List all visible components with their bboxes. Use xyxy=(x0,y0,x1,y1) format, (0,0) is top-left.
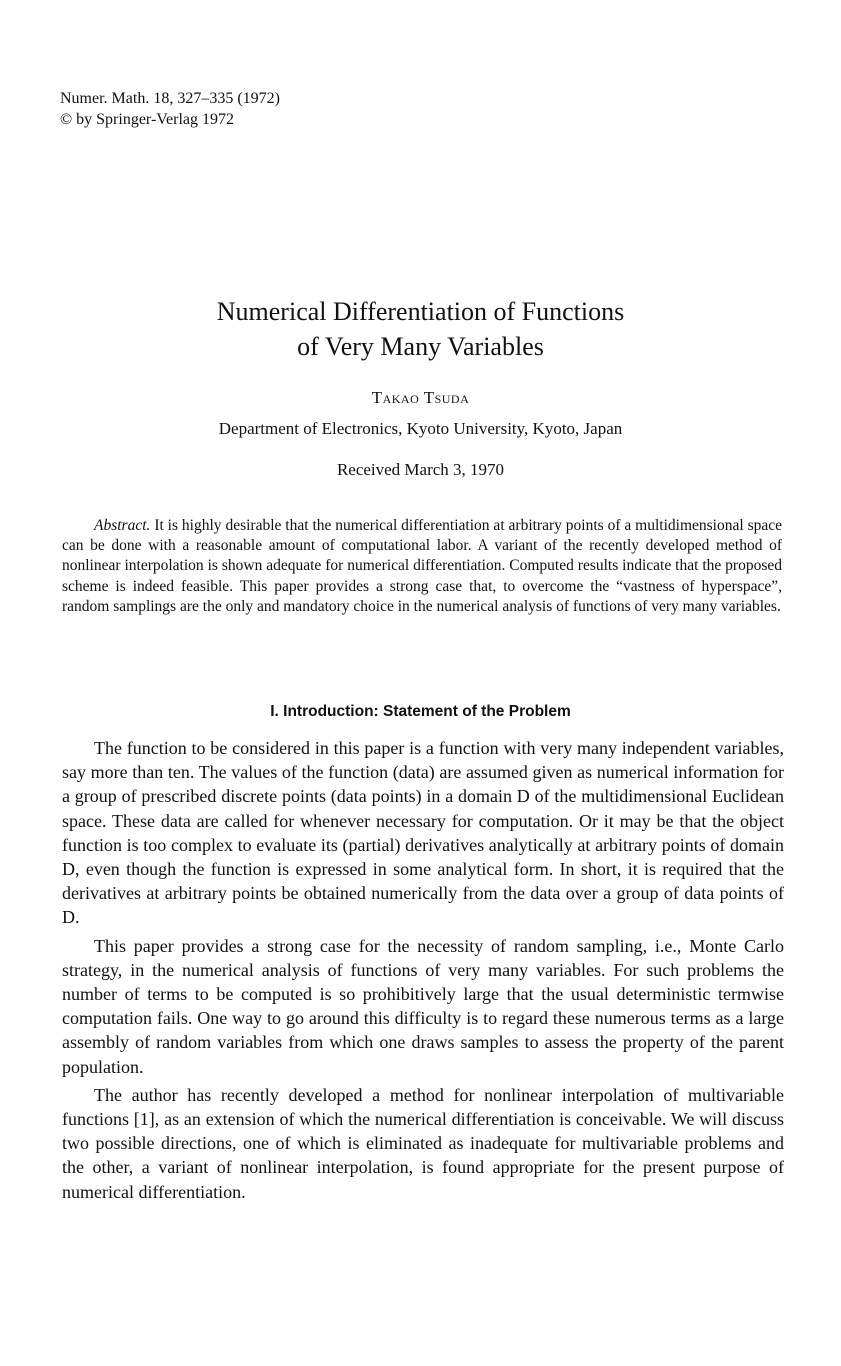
title-line-1: Numerical Differentiation of Functions xyxy=(216,297,625,326)
abstract xyxy=(62,516,782,617)
copyright-notice: © by Springer-Verlag 1972 xyxy=(60,111,235,128)
abstract-label: Abstract. xyxy=(94,517,151,534)
abstract-text: It is highly desirable that the numerical differentiation at arbitrary points of a multidimensional space can be done with a reasonable amount of computational labor. A variant of the recently developed method of nonlinear interpolation is shown adequate for numerical differentiation. Computed results indicate that the proposed scheme is indeed feasible. This paper provides a strong case that, to overcome the “vastness of hyperspace”, random samplings are the only and mandatory choice in the numerical analysis of functions of very many variables. xyxy=(62,517,783,615)
author-affiliation: Department of Electronics, Kyoto University, Kyoto, Japan xyxy=(218,419,623,438)
received-date: Received March 3, 1970 xyxy=(336,460,505,479)
body-paragraph: The function to be considered in this paper is a function with very many independent variables, say more than ten. The values of the function (data) are assumed given as numerical information for a group of prescribed discrete points (data points) in a domain D of the multidimensional Euclidean space. These data are called for whenever necessary for computation. Or it may be that the object function is too complex to evaluate its (partial) derivatives analytically at arbitrary points of domain D, even though the function is expressed in some analytical form. In short, it is required that the derivatives at arbitrary points be obtained numerically from the data over a group of data points of D. xyxy=(62,738,784,928)
author-name: Takao Tsuda xyxy=(371,388,470,407)
paper-title xyxy=(0,294,841,364)
section-body xyxy=(62,736,784,1208)
body-paragraph: The author has recently developed a method for nonlinear interpolation of multivariable functions [1], as an extension of which the numerical differentiation is conceivable. We will discuss two possible directions, one of which is eliminated as inadequate for multivariable problems and the other, a variant of nonlinear interpolation, is found appropriate for the present purpose of numerical differentiation. xyxy=(62,1084,784,1202)
section-heading: I. Introduction: Statement of the Problem xyxy=(270,703,571,720)
title-line-2: of Very Many Variables xyxy=(297,332,544,361)
journal-info xyxy=(60,88,280,130)
body-paragraph: This paper provides a strong case for the necessity of random sampling, i.e., Monte Carlo strategy, in the numerical analysis of functions of very many variables. For such problems the number of terms to be computed is so prohibitively large that the usual deterministic termwise computation fails. One way to go around this difficulty is to regard these numerous terms as a large assembly of random variables from which one draws samples to assess the property of the parent population. xyxy=(62,935,784,1077)
journal-citation: Numer. Math. 18, 327–335 (1972) xyxy=(60,90,280,107)
